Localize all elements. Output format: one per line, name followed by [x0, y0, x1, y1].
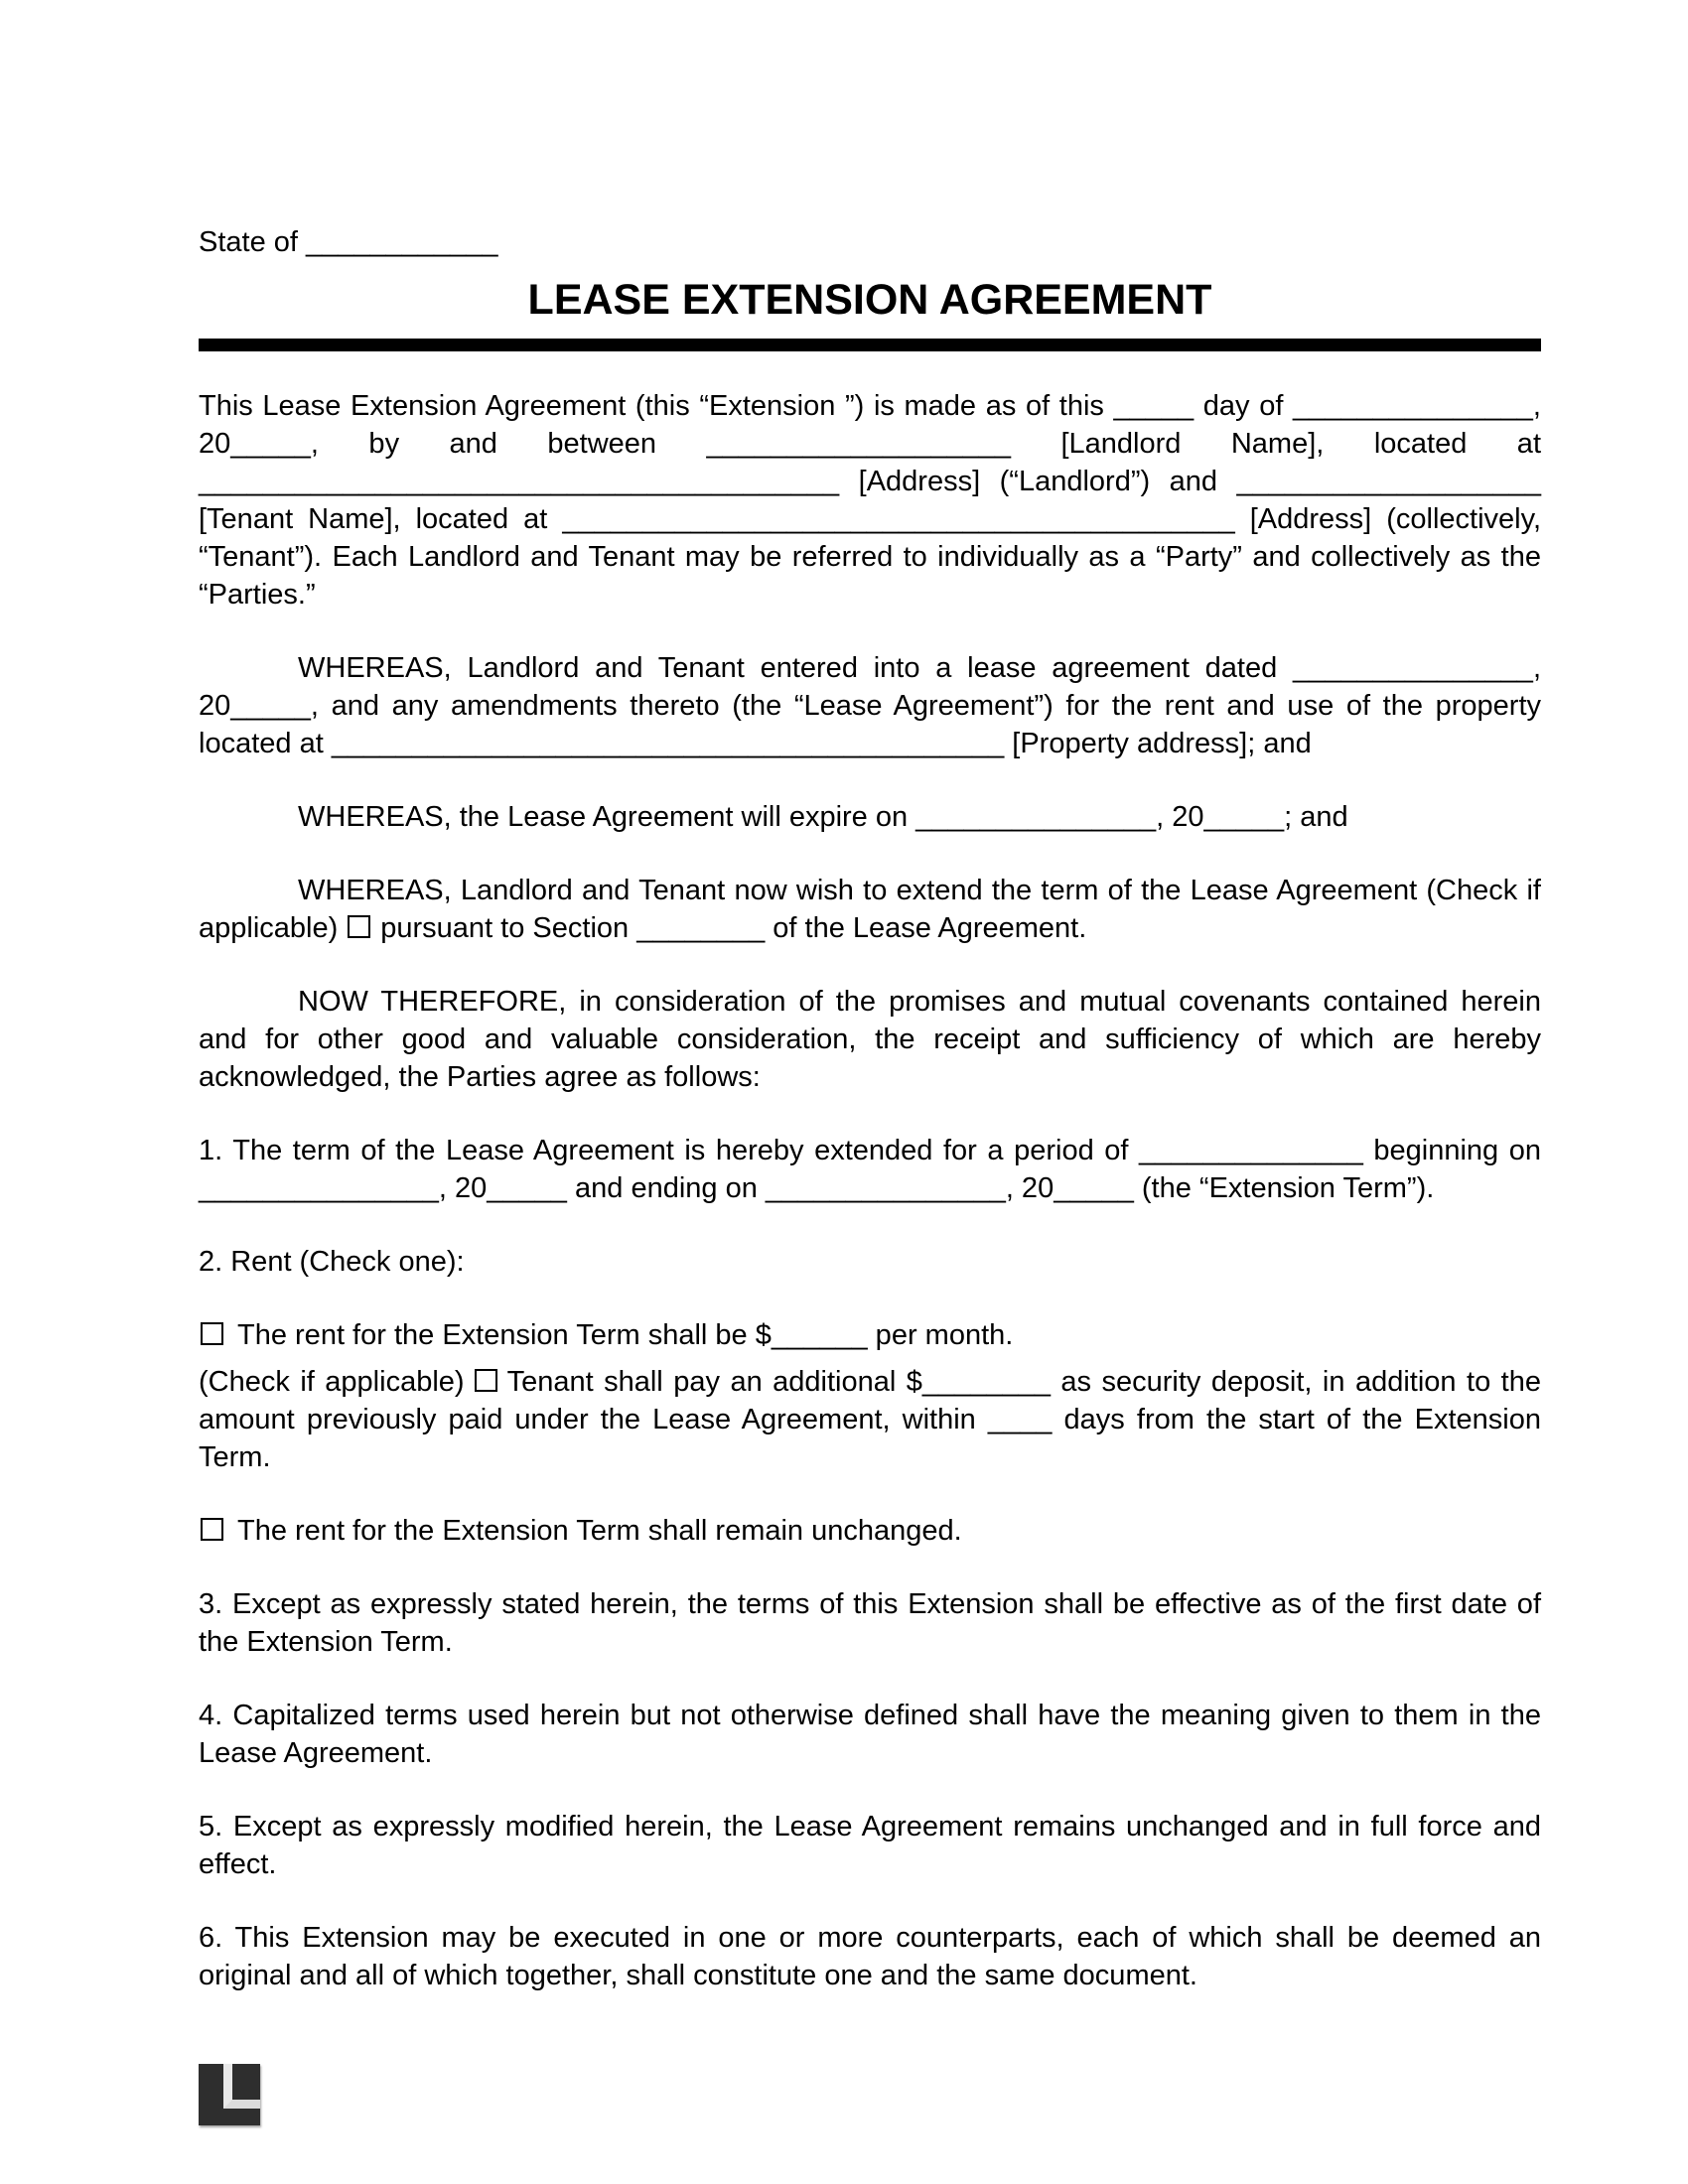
- rent-fixed-option: [199, 1316, 1541, 1354]
- security-deposit-checkbox-icon[interactable]: [475, 1369, 497, 1392]
- clause-capitalized-terms: 4. Capitalized terms used herein but not otherwise defined shall have the meaning given to them in the Lease Agreement.: [199, 1700, 1541, 1769]
- state-of-line: State of ____________: [199, 226, 498, 258]
- whereas-extend-text-post: pursuant to Section ________ of the Lease Agreement.: [380, 912, 1087, 944]
- whereas-extend-paragraph: [199, 872, 1541, 947]
- rent-unchanged-option: [199, 1512, 1541, 1550]
- security-deposit-text-post: Tenant shall pay an additional $________ as security deposit, in addition to the amount previously paid under the Lease Agreement, within ____ days from the start of the Extension Term.: [199, 1366, 1541, 1473]
- whereas-extend-text-pre: WHEREAS, Landlord and Tenant now wish to extend the term of the Lease Agreement (Check if applicable): [199, 875, 1541, 944]
- clause-term-extension: 1. The term of the Lease Agreement is hereby extended for a period of ______________ beginning on _______________, 20_____ and ending on _______________, 20_____ (the “Extension Term”).: [199, 1135, 1541, 1204]
- clause-counterparts: 6. This Extension may be executed in one or more counterparts, each of which shall be deemed an original and all of which together, shall constitute one and the same document.: [199, 1922, 1541, 1991]
- security-deposit-option: [199, 1363, 1541, 1476]
- legal-templates-l-logo-icon: [199, 2064, 260, 2125]
- whereas-lease-paragraph: WHEREAS, Landlord and Tenant entered into a lease agreement dated _______________, 20_____, and any amendments thereto (the “Lease Agreement”) for the rent and use of the property located at __________________________________________ [Property address]; and: [199, 652, 1541, 759]
- rent-unchanged-checkbox-icon[interactable]: [201, 1518, 223, 1541]
- whereas-expire-paragraph: WHEREAS, the Lease Agreement will expire on _______________, 20_____; and: [298, 801, 1348, 833]
- now-therefore-paragraph: NOW THEREFORE, in consideration of the promises and mutual covenants contained herein and for other good and valuable consideration, the receipt and sufficiency of which are hereby acknowledged, the Parties agree as follows:: [199, 986, 1541, 1093]
- page-title: LEASE EXTENSION AGREEMENT: [527, 276, 1212, 324]
- clause-full-force: 5. Except as expressly modified herein, the Lease Agreement remains unchanged and in full force and effect.: [199, 1811, 1541, 1880]
- clause-rent-heading: 2. Rent (Check one):: [199, 1246, 465, 1278]
- clause-effective-date: 3. Except as expressly stated herein, the terms of this Extension shall be effective as of the first date of the Extension Term.: [199, 1588, 1541, 1658]
- rent-fixed-text: The rent for the Extension Term shall be $______ per month.: [237, 1319, 1014, 1351]
- section-applicable-checkbox-icon[interactable]: [348, 915, 370, 938]
- rent-unchanged-text: The rent for the Extension Term shall remain unchanged.: [237, 1515, 962, 1547]
- security-deposit-text-pre: (Check if applicable): [199, 1366, 465, 1398]
- intro-paragraph: This Lease Extension Agreement (this “Extension ”) is made as of this _____ day of _______________, 20_____, by and between ___________________ [Landlord Name], located at ________________________________________ [Address] (“Landlord”) and ___________________ [Tenant Name], located at __________________________________________ [Address] (collectively, “Tenant”). Each Landlord and Tenant may be referred to individually as a “Party” and collectively as the “Parties.”: [199, 390, 1541, 611]
- rent-fixed-checkbox-icon[interactable]: [201, 1322, 223, 1345]
- title-rule: [199, 339, 1541, 351]
